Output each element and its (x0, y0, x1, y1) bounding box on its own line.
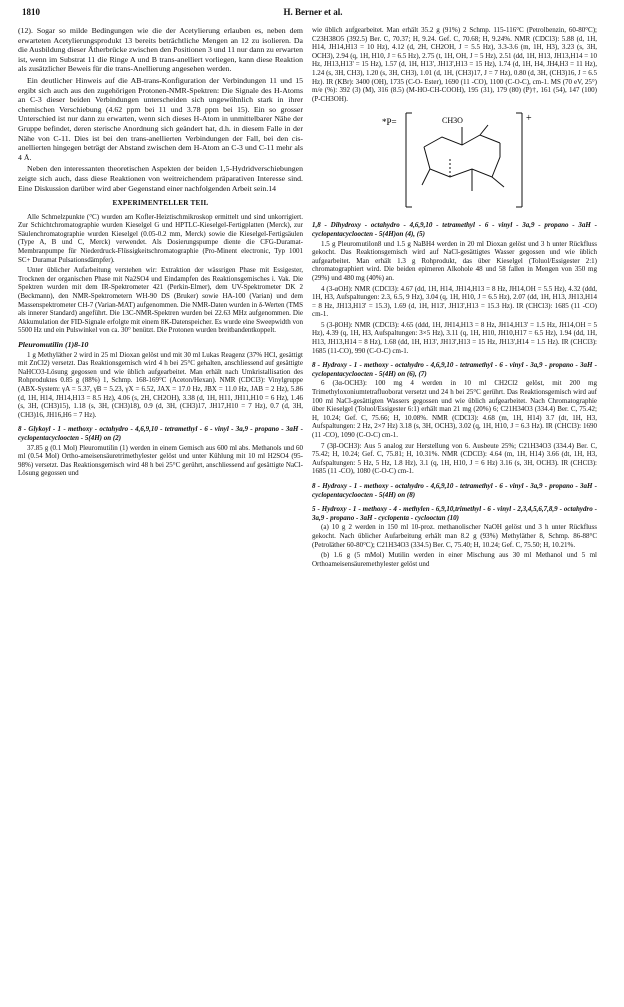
experimental-paragraph: Alle Schmelzpunkte (°C) wurden am Kofler-Heiztischmikroskop ermittelt und sind unkorrigiert. Zur Schichtchromatographie wurden Kieselgel G und HPTLC-Kieselgel-Fertigplatten (Merck), zur Säulenchromatographie wurden Kieselgel (0.05-0.2 mm, Merck) sowie die Kieselgel-Fertigsäulen (Type A, B und C, Merck) verwendet. Als Dosierungspumpe diente die CFG-Duramat-Membranpumpe für Niederdruck-Flüssigkeitschromatographie (Pro-Minent electronic, Typ 1001 SC+ Duramat Pulsationsdämpfer). (18, 212, 303, 264)
methoxy-label: CH3O (442, 116, 463, 126)
compound-10-text-b: (b) 1.6 g (5 mMol) Mutilin werden in einer Mischung aus 30 ml Methanol und 5 ml Orthoameisensäuremethylester gelöst und (312, 551, 597, 568)
pleuromutilin-heading: Pleuromutilin (1)8-10 (18, 340, 89, 349)
intro-paragraph: (12). Sogar so milde Bedingungen wie die der Acetylierung erlauben es, neben dem erwarteten Acetylierungsprodukt 13 bereits beträchtliche Mengen an 12 zu isolieren. Da die Ausbildung dieser Ätherbrücke zwischen den Positionen 3 und 11 nur dann zu erwarten ist, wenn im Substrat 11 die Ringe A und B trans-anelliert vorliegen, kann diese Reaktion als zusätzlicher Beweis für die trans-Anellierung angesehen werden. (18, 26, 303, 74)
compound-4-nmr: 4 (3-αOH): NMR (CDCl3): 4.67 (dd, 1H, H14, JH14,H13 = 8 Hz, JH14,OH = 5.5 Hz), 4.32 (ddd, 1H, H3, Aufspaltungen: 2.3, 6.5, 9 Hz), 3.04 (q, 1H, H10, J = 6.5 Hz), 2.07 (dd, 1H, H13, JH13,H14 = 8 Hz, JH13,H13' = 15.3), 1.69 (d, 1H, H13', JH13',H13 = 15.3 Hz). IR (CHCl3): 1685 (11 -CO) cm-1. (312, 284, 597, 319)
pleuromutilin-text: 1 g Methyläther 2 wird in 25 ml Dioxan gelöst und mit 30 ml Lukas Reagenz (37% HCl, gesättigt mit ZnCl2) versetzt. Das Reaktionsgemisch wird 4 h bei 25°C gehalten, anschliessend auf gesättigte NaHCO3-Lösung gegossen und wie üblich aufgearbeitet. Man erhält nach Umkristallisation des Rohproduktes 0.85 g (88%) 1, Schmp. 168-169°C (Aceton/Hexan). NMR (CDCl3): Vinylgruppe (ABX-System: γA = 5.37, γB = 5.23, γX = 6.52, JAX = 17.0 Hz, JBX = 11.0 Hz, JAB = 2 Hz), 5.86 (d, 1H, H14, JH14,H13 = 8.5 Hz), 4.06 (s, 2H, CH2OH), 3.38 (d, 1H, H11, JH11,H10 = 6 Hz), 1.46 (s, 3H, (CH3)15), 1.18 (s, 3H, (CH3)18), 0.9 (d, 3H, (CH3)17, JH17,H10 = 7 Hz), 0.7 (d, 3H, (CH3)16, JH16,H6 = 7 Hz). (18, 350, 303, 419)
compound-10-text-a: (a) 10 g 2 werden in 150 ml 10-proz. methanolischer NaOH gelöst und 3 h unter Rückfluss gekocht. Nach üblicher Aufarbeitung erhält man 8.2 g (93%) Methyläther 8, Schmp. 86-88°C (Petroläther 60-80°C); C21H34O3 (334.5) Ber. C, 75.40; H, 10.24; Gef. C, 75.50; H, 10.21%. (312, 523, 597, 549)
compound-5-nmr: 5 (3-βOH): NMR (CDCl3): 4.65 (ddd, 1H, JH14,H13 = 8 Hz, JH14,H13' = 1.5 Hz, JH14,OH = 5 Hz), 4.39 (q, 1H, H3, Aufspaltungen: 3×5 Hz), 3.11 (q, 1H, H10, JH10,H17 = 6.5 Hz), 1.94 (dd, 1H, H13, JH13,H14 = 8 Hz), 1.68 (dd, 1H, H13', JH13',H13 = 15 Hz, JH13',H14 = 1.5 Hz). IR (CHCl3): 1685 (11-CO), 990 (C-O-C) cm-1. (312, 320, 597, 355)
running-title: H. Berner et al. (283, 7, 343, 17)
intro-paragraph: Ein deutlicher Hinweis auf die AB-trans-Konfiguration der Verbindungen 11 und 15 ergibt sich auch aus den zugehörigen Protonen-NMR-Spektren: Die Signale des H-Atoms an C-3 dieser beiden Verbindungen unterscheiden sich ungewöhnlich stark in ihrer chemischen Verschiebung (4.62 ppm bei 11 und 3.78 ppm bei 15). Ein so grosser Unterschied ist nur dann zu erwarten, wenn sich dieses H-Atom in unmittelbarer Nähe der Gruppe befindet, deren sterische Anordnung sich geändert hat, d.h. in diesem Falle in der Nähe von C-11. Dies ist bei den trans-anellierten Verbindungen der Fall, bei den cis-anellierten hingegen beträgt der Abstand zwischen dem H-Atom an C-3 und C-11 mehr als 4 Å. (18, 75, 303, 162)
intro-paragraph: Neben den interessanten theoretischen Aspekten der beiden 1,5-Hydridverschiebungen zeigte sich auch, dass diese Reaktionen von weitreichendem präparativen Interesse sind. Eine Diskussion darüber wird aber Gegenstand einer nachfolgenden Arbeit sein.14 (18, 164, 303, 193)
compound-4-heading: 1,8 - Dihydroxy - octahydro - 4,6,9,10 - tetramethyl - 6 - vinyl - 3a,9 - propano - 3aH - cyclopentacycloocten - 5(4H)on (4), (5) (312, 221, 597, 238)
fragment-structure-drawing (382, 107, 542, 213)
compound-10-heading: 5 - Hydroxy - 1 - methoxy - 4 - methylen - 6,9,10,trimethyl - 6 - vinyl - 2,3,4,5,6,7,8,9 - octahydro - 3a,9 - propano - 3aH - cyclopenta - cyclooctan (10) (312, 505, 597, 522)
compound-4-text: 1.5 g Pleuromutilon8 und 1.5 g NaBH4 werden in 20 ml Dioxan gelöst und 3 h unter Rückfluss gekocht. Das Reaktionsgemisch wird auf NaCl-gesättigtes Wasser gegossen und wie üblich aufgearbeitet. Man erhält 1.3 g Rohprodukt, das über Kieselgel (Toluol/Essigester 2:1) chromatographiert wird. Die beiden epimeren Alkohole 48 und 58 fallen in Mengen von 350 mg (29%) und 480 mg (40%) an. (312, 239, 597, 282)
page-header (22, 7, 604, 21)
compound-2-heading: 8 - Glykoyl - 1 - methoxy - octahydro - 4,6,9,10 - tetramethyl - 6 - vinyl - 3a,9 - propano - 3aH - cyclopentacycloocten - 5(4H) on (2) (18, 425, 303, 442)
compound-6-heading: 8 - Hydroxy - 1 - methoxy - octahydro - 4,6,9,10 - tetramethyl - 6 - vinyl - 3a,9 - propano - 3aH - cyclopentacycloocten - 5(4H) on (6), (7) (312, 361, 597, 378)
page-number: 1810 (22, 7, 40, 17)
left-column (18, 26, 303, 480)
charge-sign: + (526, 113, 532, 125)
fragment-label: *P= (382, 117, 397, 128)
compound-7-text: 7 (3β-OCH3): Aus 5 analog zur Herstellung von 6. Ausbeute 25%; C21H34O3 (334.4) Ber. C, 75.42; H, 10.24; Gef. C, 75.81; H, 10.31%. NMR (CDCl3): 4.64 (m, 1H, H14) 3.66 (dt, 1H, H3, Aufspaltungen: 5 Hz, 5 Hz, 1.8 Hz), 3.1 (q, 1H, H10, J = 6 Hz) 3.16 (s, 3H, OCH3). IR (CHCl3): 1685 (11 -CO), 1080 (C-O-C) cm-1. (312, 441, 597, 476)
compound-6-text: 6 (3α-OCH3): 100 mg 4 werden in 10 ml CH2Cl2 gelöst, mit 200 mg Trimethyloxoniumtetrafluoborat versetzt und 24 h bei 25°C gerührt. Das Reaktionsgemisch wird auf 100 ml NaCl-gesättigten Wassers gegossen und wie üblich aufgearbeitet. Nach Chromatographie über Kieselgel (Toluol/Essigester 6:1) erhält man 21 mg (20%) 6; C21H34O3 (334.4) Ber. C, 75.42; H, 10.24; Gef. C, 75.66; H, 10.08%. NMR (CDCl3): 4.68 (m, 1H, H14) 3.7 (dt, 1H, H3, Aufspaltungen: 2 Hz, 2×7 Hz) 3.18 (s, 3H, OCH3), 3.02 (q, 1H, H10, J = 6.3 Hz). IR (CHCl3): 1690 (11 -CO), 1090 (C-O-C) cm-1. (312, 379, 597, 439)
continuation-text: wie üblich aufgearbeitet. Man erhält 35.2 g (91%) 2 Schmp. 115-116°C (Petrolbenzin, 60-80°C); C23H38O5 (392.5) Ber. C, 70.37; H, 9.24. Gef. C, 70.68; H, 9.24%. NMR (CDCl3): 5.88 (d, 1H, H14, JH14,H13 = 10 Hz), 4.12 (d, 2H, CH2OH, J = 5.5 Hz), 3.3-3.6 (m, 1H, H3), 3.23 (s, 3H, OCH3), 2.94 (q, 1H, H10, J = 6.5 Hz), 2.75 (t, 1H, OH, J = 5 Hz), 2.51 (dd, 1H, H13, JH13,H14 = 10 Hz, JH13,H13' = 15 Hz), 1.57 (d, 1H, H13', JH13',H13 = 15 Hz), 1.74 (d, 1H, H4, JH4,H3 = 11 Hz), 1.24 (s, 3H, CH3), 1.20 (s, 3H, CH3), 1.01 (d, 1H, (CH3)17, J = 7 Hz), 0.80 (d, 3H, (CH3)16, J = 6.5 Hz). IR (KBr): 3400 (OH), 1735 (C-O- Ester), 1690 (11 -CO), 1100 (C-O-C), cm-1. MS (70 eV, 25°) m/e (%): 392 (3) (M), 316 (8.5) (M-HO-CH-COOH), 195 (31), 179 (80) (P)†, 161 (54), 147 (100) (P-CH3OH). (312, 26, 597, 103)
compound-2-text: 37.85 g (0.1 Mol) Pleuromutilin (1) werden in einem Gemisch aus 600 ml abs. Methanols und 60 ml (0.54 Mol) Ortho-ameisensäuretrimethylester gelöst und unter Kühlung mit 10 ml H2SO4 (95-98%) versetzt. Das Reaktionsgemisch wird 48 h bei 25°C gerührt, anschliessend auf gesättigte NaCl-Lösung gegossen und (18, 443, 303, 478)
chemical-structure-figure (312, 107, 597, 215)
right-column (312, 26, 597, 570)
experimental-heading: EXPERIMENTELLER TEIL (112, 199, 209, 208)
experimental-paragraph: Unter üblicher Aufarbeitung verstehen wir: Extraktion der wässrigen Phase mit Essigester, Trocknen der organischen Phase mit Na2SO4 und Eindampfen des Reaktionsgemisches i. Vak. Die Spektren wurden mit dem IR-Spektrometer 421 (Perkin-Elmer), dem UV-Spektrometer DK 2 (Beckmann), den NMR-Spektrometern WH-90 DS (Bruker) sowie HA-100 (Varian) und dem Massenspektrometer CH-7 (Varian-MAT) aufgenommen. Die NMR-Daten wurden in δ-Werten (TMS als innerer Standard) angeführt. Die 13C-NMR-Spektren wurden bei 22.63 MHz aufgenommen. Die Akkumulation der FID-Signale erfolgte mit einem 8K-Datenspeicher. Es wurde eine Sweepwidth von 5500 Hz und ein Pulswinkel von ca. 30° benützt. Die Protonen wurden breitbandentkoppelt. (18, 266, 303, 335)
compound-8-heading: 8 - Hydroxy - 1 - methoxy - octahydro - 4,6,9,10 - tetramethyl - 6 - vinyl - 3a,9 - propano - 3aH - cyclopentacycloocten - 5(4H) on (8) (312, 481, 597, 499)
